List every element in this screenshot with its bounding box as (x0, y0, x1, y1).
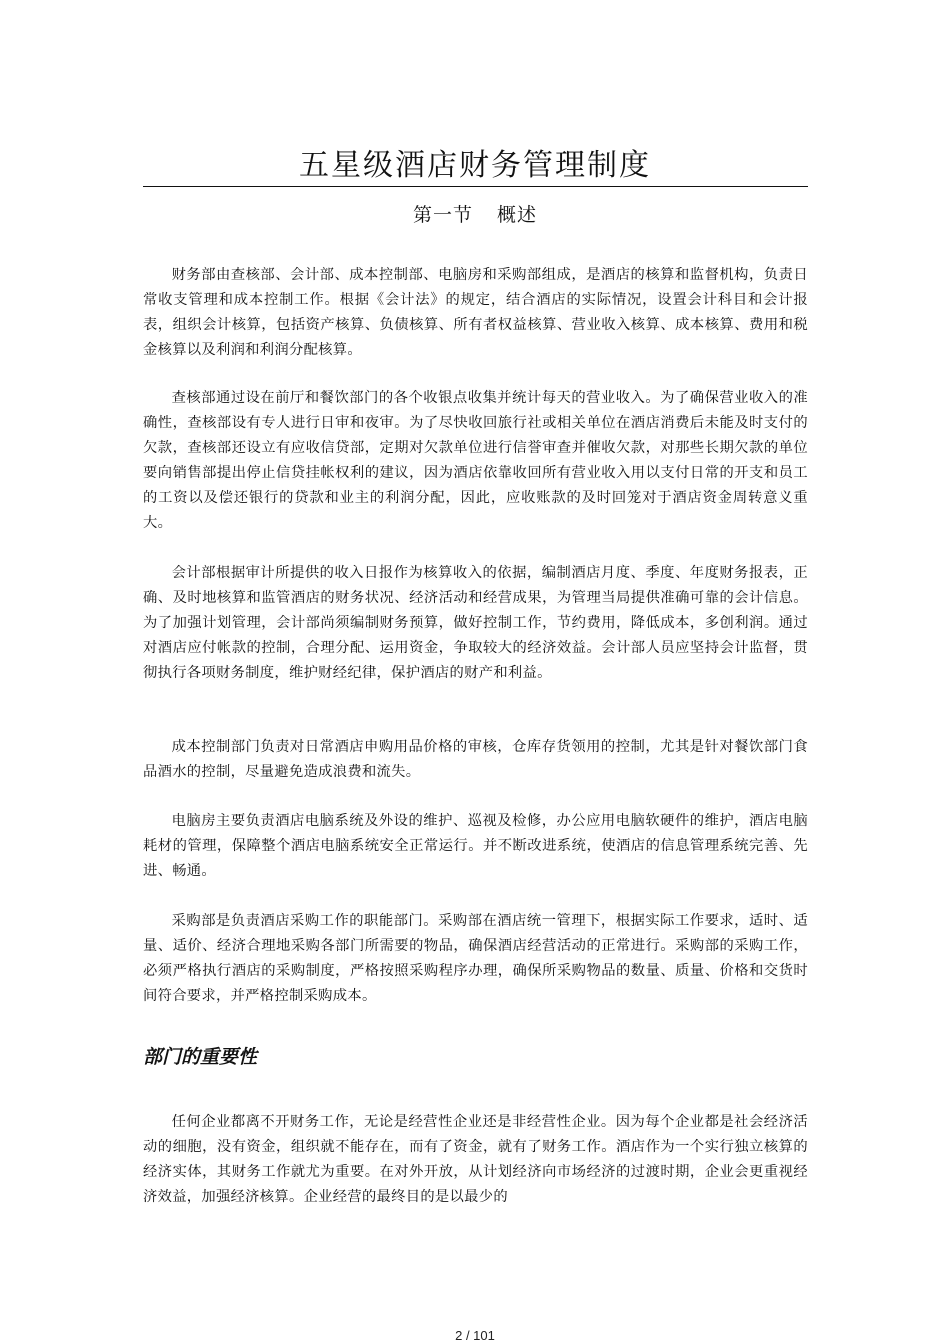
title-divider (143, 186, 808, 187)
paragraph-importance: 任何企业都离不开财务工作，无论是经营性企业还是非经营性企业。因为每个企业都是社会经济活动的细胞，没有资金，组织就不能存在，而有了资金，就有了财务工作。酒店作为一个实行独立核算的经济实体，其财务工作就尤为重要。在对外开放，从计划经济向市场经济的过渡时期，企业会更重视经济效益，加强经济核算。企业经营的最终目的是以最少的 (143, 1114, 808, 1205)
paragraph-purchasing: 采购部是负责酒店采购工作的职能部门。采购部在酒店统一管理下，根据实际工作要求，适时、适量、适价、经济合理地采购各部门所需要的物品，确保酒店经营活动的正常进行。采购部的采购工作，必须严格执行酒店的采购制度，严格按照采购程序办理，确保所采购物品的数量、质量、价格和交货时间符合要求，并严格控制采购成本。 (143, 913, 808, 1004)
section-heading (0, 200, 950, 227)
paragraph-finance-overview: 财务部由查核部、会计部、成本控制部、电脑房和采购部组成，是酒店的核算和监督机构，负责日常收支管理和成本控制工作。根据《会计法》的规定，结合酒店的实际情况，设置会计科目和会计报表，组织会计核算，包括资产核算、负债核算、所有者权益核算、营业收入核算、成本核算、费用和税金核算以及利润和利润分配核算。 (143, 267, 808, 358)
section-number: 第一节 (412, 204, 473, 226)
document-title: 五星级酒店财务管理制度 (299, 148, 651, 183)
paragraph-audit-department: 查核部通过设在前厅和餐饮部门的各个收银点收集并统计每天的营业收入。为了确保营业收入的准确性，查核部设有专人进行日审和夜审。为了尽快收回旅行社或相关单位在酒店消费后未能及时支付的欠款，查核部还设立有应收信贷部，定期对欠款单位进行信誉审查并催收欠款，对那些长期欠款的单位要向销售部提出停止信贷挂帐权利的建议，因为酒店依靠收回所有营业收入用以支付日常的开支和员工的工资以及偿还银行的贷款和业主的利润分配，因此，应收账款的及时回笼对于酒店资金周转意义重大。 (143, 390, 808, 531)
section-name: 概述 (497, 204, 538, 226)
paragraph-computer-room: 电脑房主要负责酒店电脑系统及外设的维护、巡视及检修，办公应用电脑软硬件的维护，酒店电脑耗材的管理，保障整个酒店电脑系统安全正常运行。并不断改进系统，使酒店的信息管理系统完善、先进、畅通。 (143, 813, 808, 879)
paragraph-accounting-department: 会计部根据审计所提供的收入日报作为核算收入的依据，编制酒店月度、季度、年度财务报表，正确、及时地核算和监管酒店的财务状况、经济活动和经营成果，为管理当局提供准确可靠的会计信息。为了加强计划管理，会计部尚须编制财务预算，做好控制工作，节约费用，降低成本，多创利润。通过对酒店应付帐款的控制，合理分配、运用资金，争取较大的经济效益。会计部人员应坚持会计监督，贯彻执行各项财务制度，维护财经纪律，保护酒店的财产和利益。 (143, 565, 808, 681)
subheading-importance: 部门的重要性 (143, 1046, 258, 1068)
page-number: 2 / 101 (455, 1328, 495, 1343)
paragraph-cost-control: 成本控制部门负责对日常酒店申购用品价格的审核，仓库存货领用的控制，尤其是针对餐饮部门食品酒水的控制，尽量避免造成浪费和流失。 (143, 739, 808, 780)
